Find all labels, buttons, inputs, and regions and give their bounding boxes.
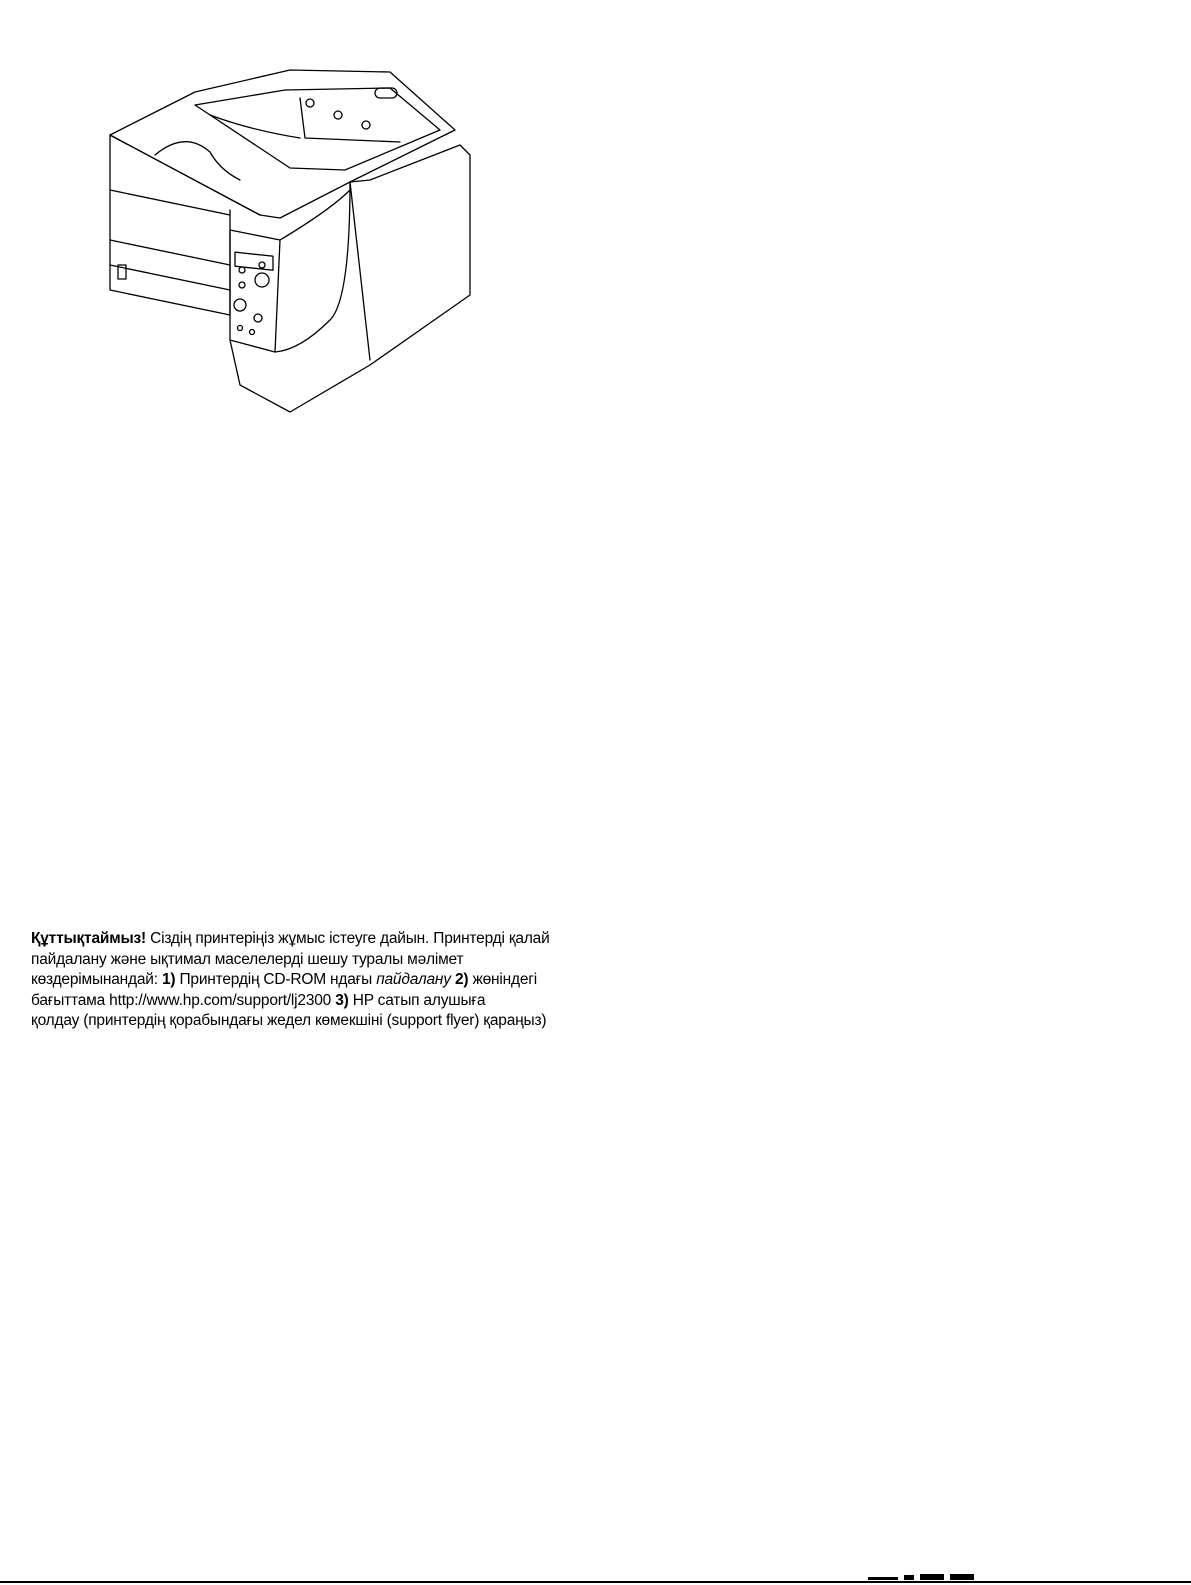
text-line-3: көздерімынандай: 1) Принтердің CD-ROM ндағы пайдалану 2) жөніндегі (31, 971, 537, 988)
text-line-5: қолдау (принтердің қорабындағы жедел көмекшіні (support flyer) қараңыз) (31, 1012, 547, 1029)
footer-mark (868, 1572, 978, 1581)
text-line-4: бағыттама http://www.hp.com/support/lj2300 3) HP сатып алушыға (31, 991, 486, 1009)
congratulations-text (31, 929, 561, 1032)
congratulations-heading: Құттықтаймыз! (31, 930, 146, 947)
text-line-1: Құттықтаймыз! Сіздің принтеріңіз жұмыс істеуге дайын. Принтерді қалай (31, 930, 550, 947)
printer-illustration (100, 60, 480, 420)
text-line-2: пайдалану және ықтимал маселелерді шешу туралы мәлімет (31, 950, 464, 968)
footer-rule (0, 1581, 1191, 1583)
